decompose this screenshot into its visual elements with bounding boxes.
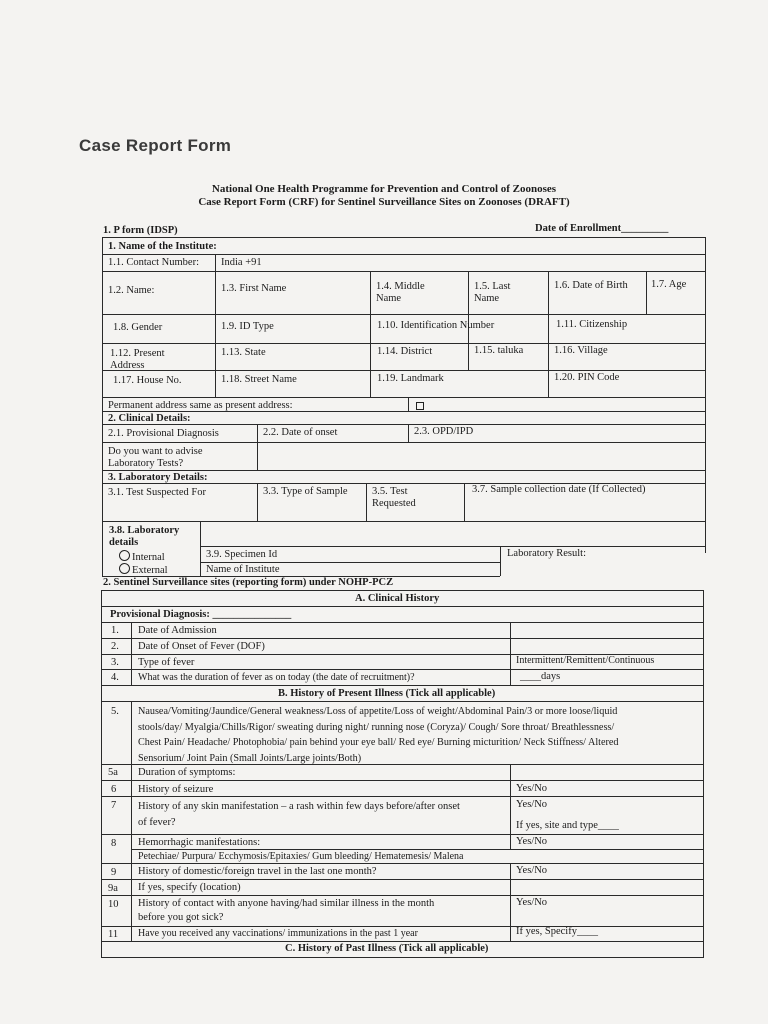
row-number: 9a bbox=[108, 883, 118, 894]
village-label[interactable]: 1.16. Village bbox=[554, 345, 608, 356]
row-number: 1. bbox=[111, 625, 119, 636]
section-b-heading: B. History of Present Illness (Tick all applicable) bbox=[278, 688, 496, 699]
district-label[interactable]: 1.14. District bbox=[377, 346, 433, 357]
date-of-enrollment[interactable]: Date of Enrollment_________ bbox=[535, 223, 669, 234]
row-number: 7 bbox=[111, 800, 117, 811]
part1-title: 1. P form (IDSP) bbox=[103, 225, 178, 236]
advise-lab-tests-label: Do you want to advise Laboratory Tests? bbox=[108, 446, 203, 469]
travel-yes-no[interactable]: Yes/No bbox=[516, 865, 548, 876]
row-number: 9 bbox=[111, 867, 117, 878]
opd-ipd-label[interactable]: 2.3. OPD/IPD bbox=[414, 426, 474, 437]
external-radio[interactable]: External bbox=[119, 563, 168, 577]
identification-number-label[interactable]: 1.10. Identification Number bbox=[377, 320, 495, 331]
history-of-seizure-label: History of seizure bbox=[138, 784, 214, 795]
skin-manifestation-yes-no[interactable]: Yes/No bbox=[516, 799, 548, 810]
age-label[interactable]: 1.7. Age bbox=[651, 279, 687, 290]
permanent-address-checkbox[interactable] bbox=[416, 402, 424, 410]
laboratory-details-heading: 3. Laboratory Details: bbox=[108, 472, 208, 483]
specimen-id-label[interactable]: 3.9. Specimen Id bbox=[206, 549, 278, 560]
permanent-address-label: Permanent address same as present address: bbox=[108, 400, 293, 411]
radio-circle-icon bbox=[119, 563, 130, 574]
date-of-admission-label: Date of Admission bbox=[138, 625, 217, 636]
provisional-diagnosis-label[interactable]: 2.1. Provisional Diagnosis bbox=[108, 428, 219, 439]
hemorrhagic-yes-no[interactable]: Yes/No bbox=[516, 836, 548, 847]
type-of-fever-label: Type of fever bbox=[138, 657, 195, 668]
contact-number-label: 1.1. Contact Number: bbox=[108, 257, 199, 268]
contact-history-label: History of contact with anyone having/had similar illness in the month before you got sick? bbox=[138, 898, 435, 923]
provisional-diagnosis-field[interactable]: Provisional Diagnosis: _______________ bbox=[110, 609, 292, 620]
last-name-label[interactable]: 1.5. Last Name bbox=[474, 281, 511, 304]
seizure-yes-no[interactable]: Yes/No bbox=[516, 783, 548, 794]
test-requested-label[interactable]: 3.5. Test Requested bbox=[372, 486, 416, 509]
row-number: 10 bbox=[108, 899, 119, 910]
section-a-heading: A. Clinical History bbox=[355, 593, 440, 604]
hemorrhagic-label: Hemorrhagic manifestations: bbox=[138, 837, 261, 848]
vaccination-specify-field[interactable]: If yes, Specify____ bbox=[516, 926, 598, 937]
citizenship-label[interactable]: 1.11. Citizenship bbox=[556, 319, 628, 330]
date-of-onset-fever-label: Date of Onset of Fever (DOF) bbox=[138, 641, 265, 652]
gender-label[interactable]: 1.8. Gender bbox=[113, 322, 163, 333]
row-number: 4. bbox=[111, 672, 119, 683]
duration-of-symptoms-label: Duration of symptoms: bbox=[138, 767, 236, 778]
name-of-institute-label[interactable]: Name of Institute bbox=[206, 564, 280, 575]
row-number: 11 bbox=[108, 929, 119, 940]
laboratory-result-label[interactable]: Laboratory Result: bbox=[507, 548, 587, 559]
landmark-label[interactable]: 1.19. Landmark bbox=[377, 373, 444, 384]
middle-name-label[interactable]: 1.4. Middle Name bbox=[376, 281, 425, 304]
type-of-sample-label[interactable]: 3.3. Type of Sample bbox=[263, 486, 348, 497]
id-type-label[interactable]: 1.9. ID Type bbox=[221, 321, 274, 332]
date-of-birth-label[interactable]: 1.6. Date of Birth bbox=[554, 280, 628, 291]
radio-circle-icon bbox=[119, 550, 130, 561]
part2-title: 2. Sentinel Surveillance sites (reporting form) under NOHP-PCZ bbox=[103, 577, 394, 588]
travel-history-label: History of domestic/foreign travel in the last one month? bbox=[138, 866, 377, 877]
row-number: 5. bbox=[111, 706, 119, 717]
row-number: 5a bbox=[108, 767, 118, 778]
row-number: 2. bbox=[111, 641, 119, 652]
page-title: Case Report Form bbox=[79, 136, 232, 155]
section-c-heading: C. History of Past Illness (Tick all applicable) bbox=[285, 943, 489, 954]
hemorrhagic-options[interactable]: Petechiae/ Purpura/ Ecchymosis/Epitaxies/ Gum bleeding/ Hematemesis/ Malena bbox=[138, 851, 464, 862]
fever-duration-field[interactable]: ____days bbox=[520, 671, 561, 682]
skin-site-type-field[interactable]: If yes, site and type____ bbox=[516, 820, 619, 831]
first-name-label[interactable]: 1.3. First Name bbox=[221, 283, 287, 294]
row-number: 3. bbox=[111, 657, 119, 668]
present-address-label: 1.12. Present Address bbox=[110, 348, 165, 371]
house-no-label[interactable]: 1.17. House No. bbox=[113, 375, 182, 386]
pin-code-label[interactable]: 1.20. PIN Code bbox=[554, 372, 620, 383]
form-heading-1: National One Health Programme for Prevention and Control of Zoonoses bbox=[211, 183, 557, 195]
laboratory-details-label: 3.8. Laboratory details bbox=[109, 525, 180, 548]
row-number: 8 bbox=[111, 838, 117, 849]
skin-manifestation-label: History of any skin manifestation – a rash within few days before/after onset of fever? bbox=[138, 801, 460, 828]
form-heading-2: Case Report Form (CRF) for Sentinel Surveillance Sites on Zoonoses (DRAFT) bbox=[198, 196, 570, 208]
name-label: 1.2. Name: bbox=[108, 285, 155, 296]
vaccination-label: Have you received any vaccinations/ immunizations in the past 1 year bbox=[138, 928, 418, 939]
travel-location-label[interactable]: If yes, specify (location) bbox=[138, 882, 241, 893]
date-of-onset-label[interactable]: 2.2. Date of onset bbox=[263, 427, 338, 438]
type-of-fever-options[interactable]: Intermittent/Remittent/Continuous bbox=[516, 655, 655, 666]
internal-radio[interactable]: Internal bbox=[119, 550, 165, 564]
test-suspected-label[interactable]: 3.1. Test Suspected For bbox=[108, 487, 206, 498]
clinical-details-heading: 2. Clinical Details: bbox=[108, 413, 191, 424]
symptoms-list[interactable]: Nausea/Vomiting/Jaundice/General weakness/Loss of appetite/Loss of weight/Abdominal Pain/3 or more loose/liquid stools/day/ Myalgia/Chills/Rigor/ sweating during night/ running nose (Coryza)/ Cough/ Sore throat/ Breathlessness/ Chest Pain/ Headache/ Photophobia/ pain behind your eye ball/ Red eye/ Burning micturition/ Neck Stiffness/ Altered Sensorium/ Joint Pain (Small Joints/Large joints/Both) bbox=[138, 706, 619, 764]
row-number: 6 bbox=[111, 784, 117, 795]
contact-number-field[interactable]: India +91 bbox=[221, 257, 262, 268]
fever-duration-label: What was the duration of fever as on today (the date of recruitment)? bbox=[138, 672, 415, 683]
state-label[interactable]: 1.13. State bbox=[221, 347, 266, 358]
institute-name-label: 1. Name of the Institute: bbox=[108, 241, 217, 252]
taluka-label[interactable]: 1.15. taluka bbox=[474, 345, 524, 356]
street-name-label[interactable]: 1.18. Street Name bbox=[221, 374, 297, 385]
sample-collection-date-label[interactable]: 3.7. Sample collection date (If Collected) bbox=[472, 484, 646, 495]
contact-yes-no[interactable]: Yes/No bbox=[516, 897, 548, 908]
